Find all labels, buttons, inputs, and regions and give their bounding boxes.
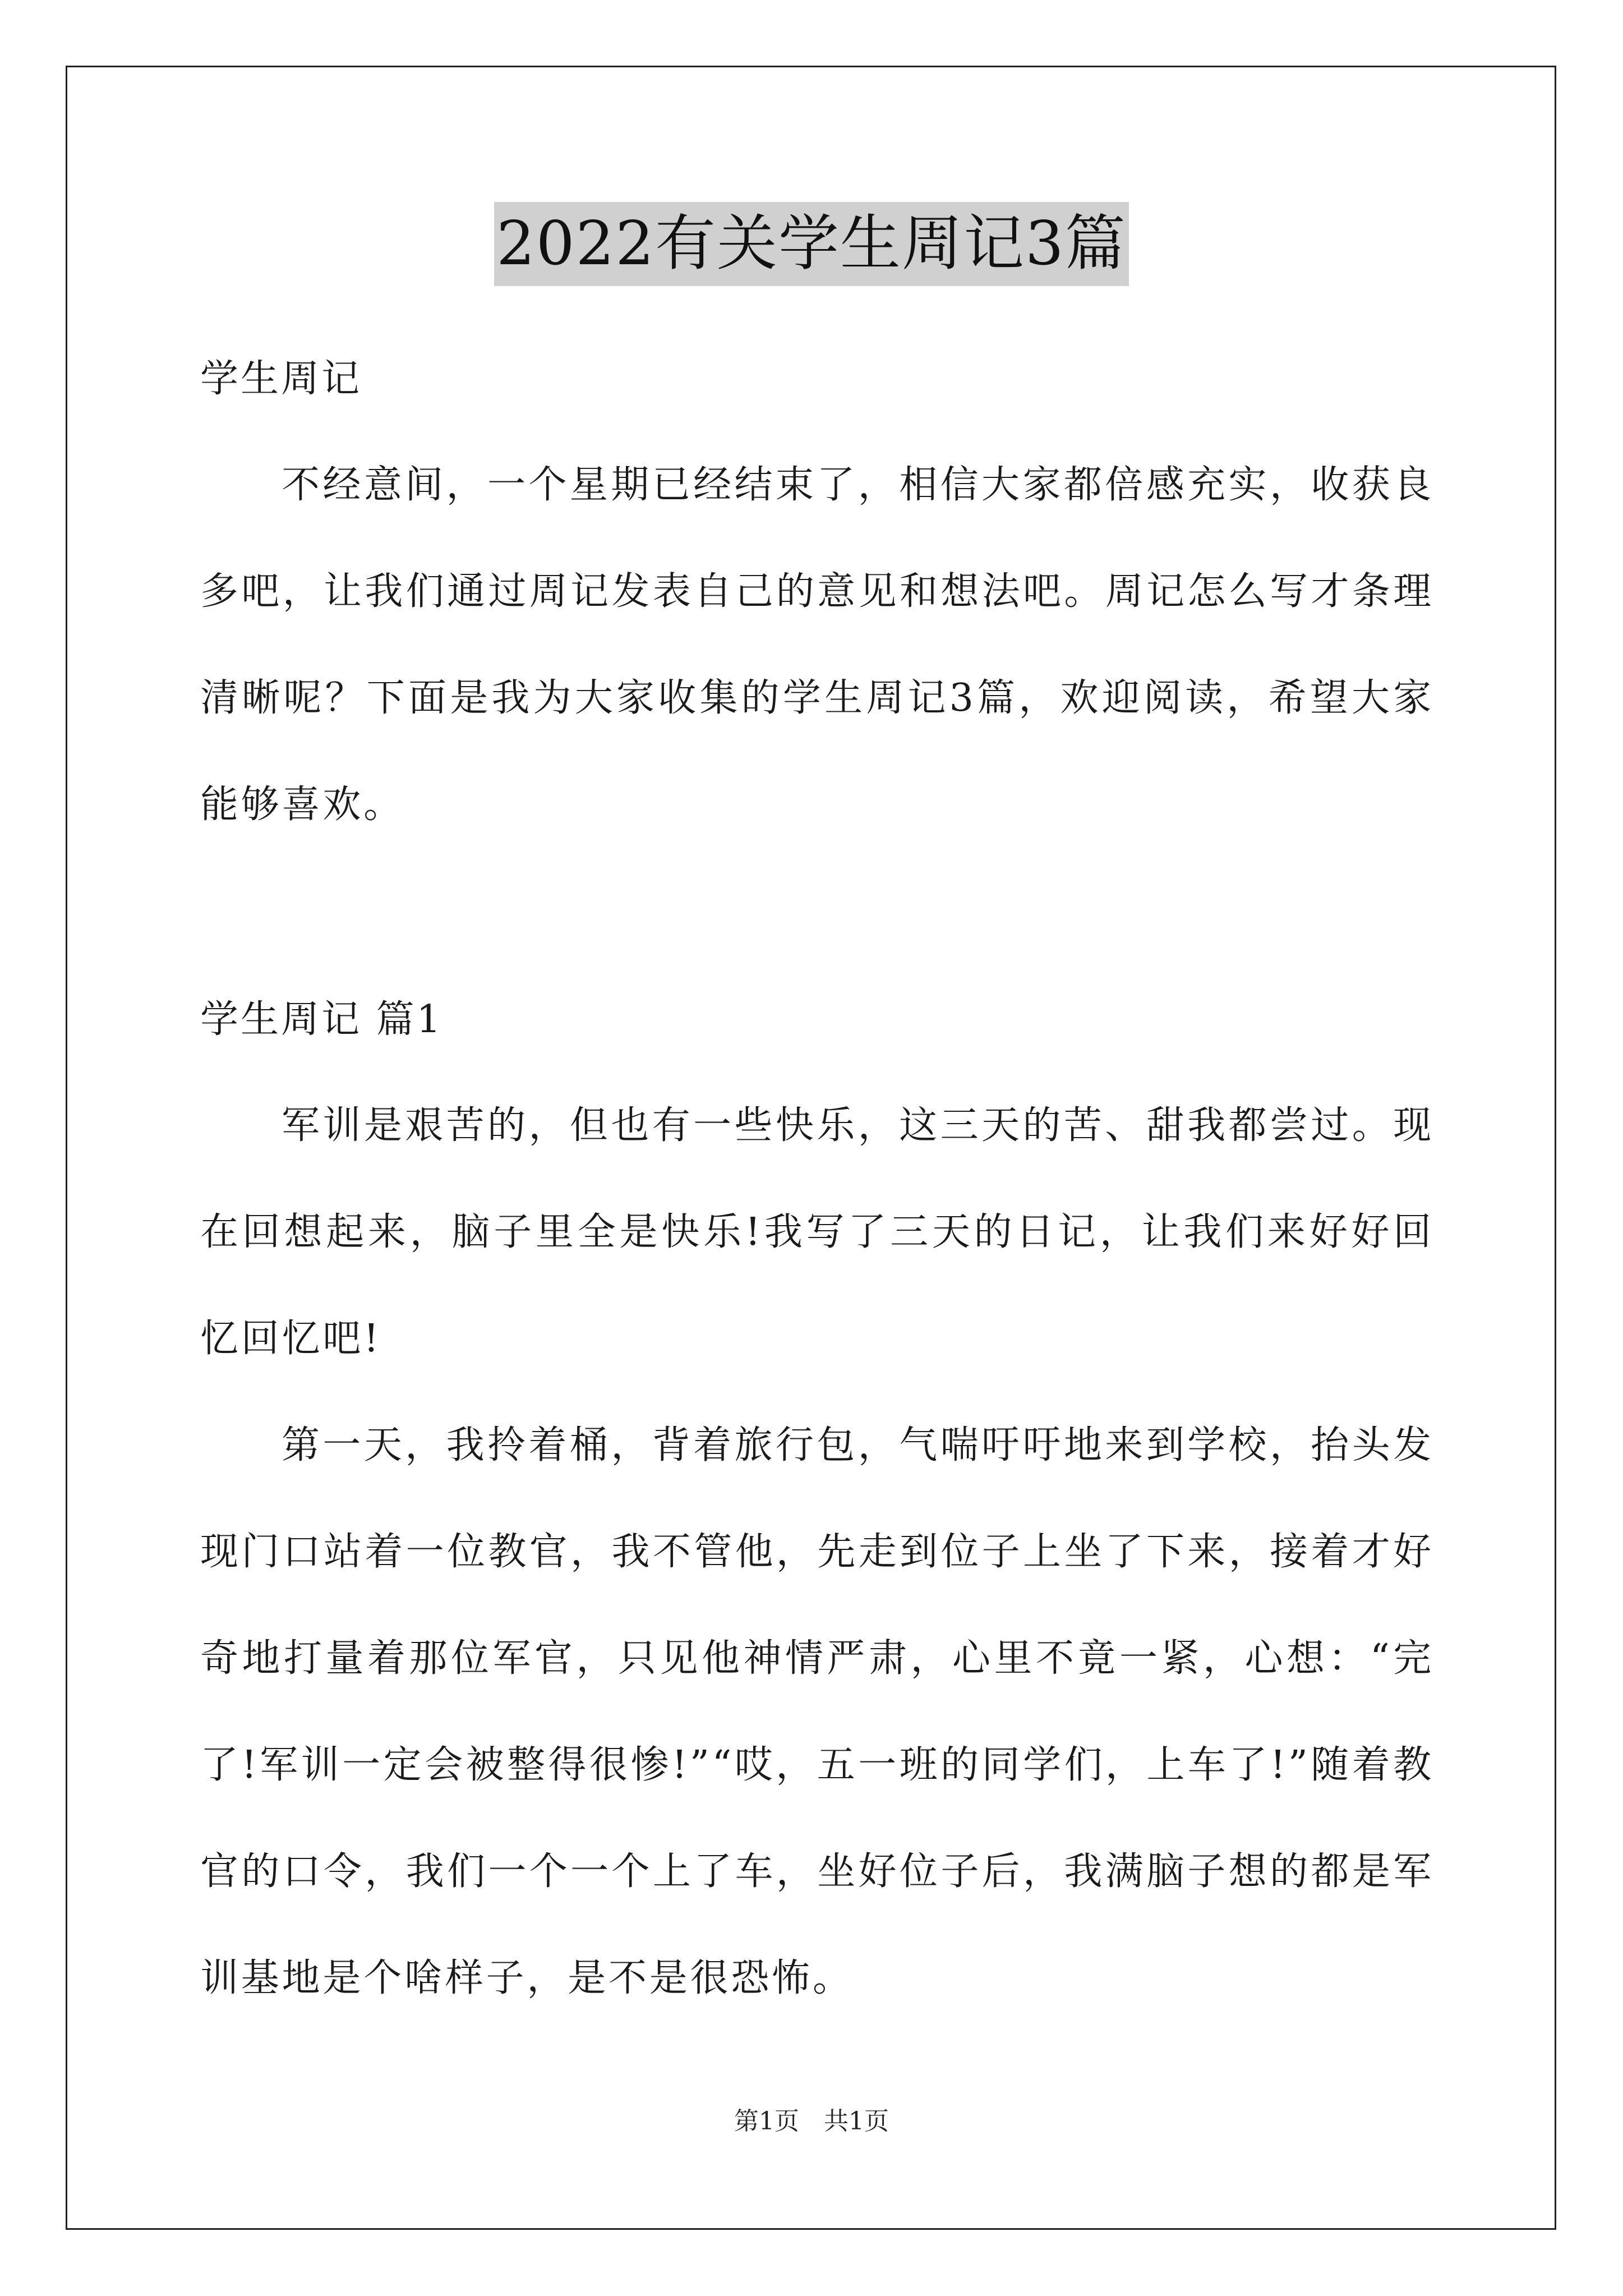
section1-heading: 学生周记 篇1	[200, 997, 443, 1042]
title-wrap	[0, 202, 1623, 286]
intro-paragraph: 不经意间，一个星期已经结束了，相信大家都倍感充实，收获良多吧，让我们通过周记发表自己的意见和想法吧。周记怎么写才条理清晰呢？下面是我为大家收集的学生周记3篇，欢迎阅读，希望大家能够喜欢。	[200, 463, 1434, 827]
page-footer	[0, 2105, 1623, 2138]
document-title: 2022有关学生周记3篇	[494, 202, 1129, 286]
page-number: 第1页	[734, 2107, 799, 2136]
section1-paragraph-2: 第一天，我拎着桶，背着旅行包，气喘吁吁地来到学校，抬头发现门口站着一位教官，我不管他，先走到位子上坐了下来，接着才好奇地打量着那位军官，只见他神情严肃，心里不竟一紧，心想：“完了!军训一定会被整得很惨!”“哎，五一班的同学们，上车了!”随着教官的口令，我们一个一个上了车，坐好位子后，我满脑子想的都是军训基地是个啥样子，是不是很恐怖。	[200, 1423, 1434, 2000]
section1-paragraph-1: 军训是艰苦的，但也有一些快乐，这三天的苦、甜我都尝过。现在回想起来，脑子里全是快乐!我写了三天的日记，让我们来好好回忆回忆吧!	[200, 1103, 1434, 1361]
page-total: 共1页	[824, 2107, 889, 2136]
intro-heading: 学生周记	[200, 357, 362, 401]
